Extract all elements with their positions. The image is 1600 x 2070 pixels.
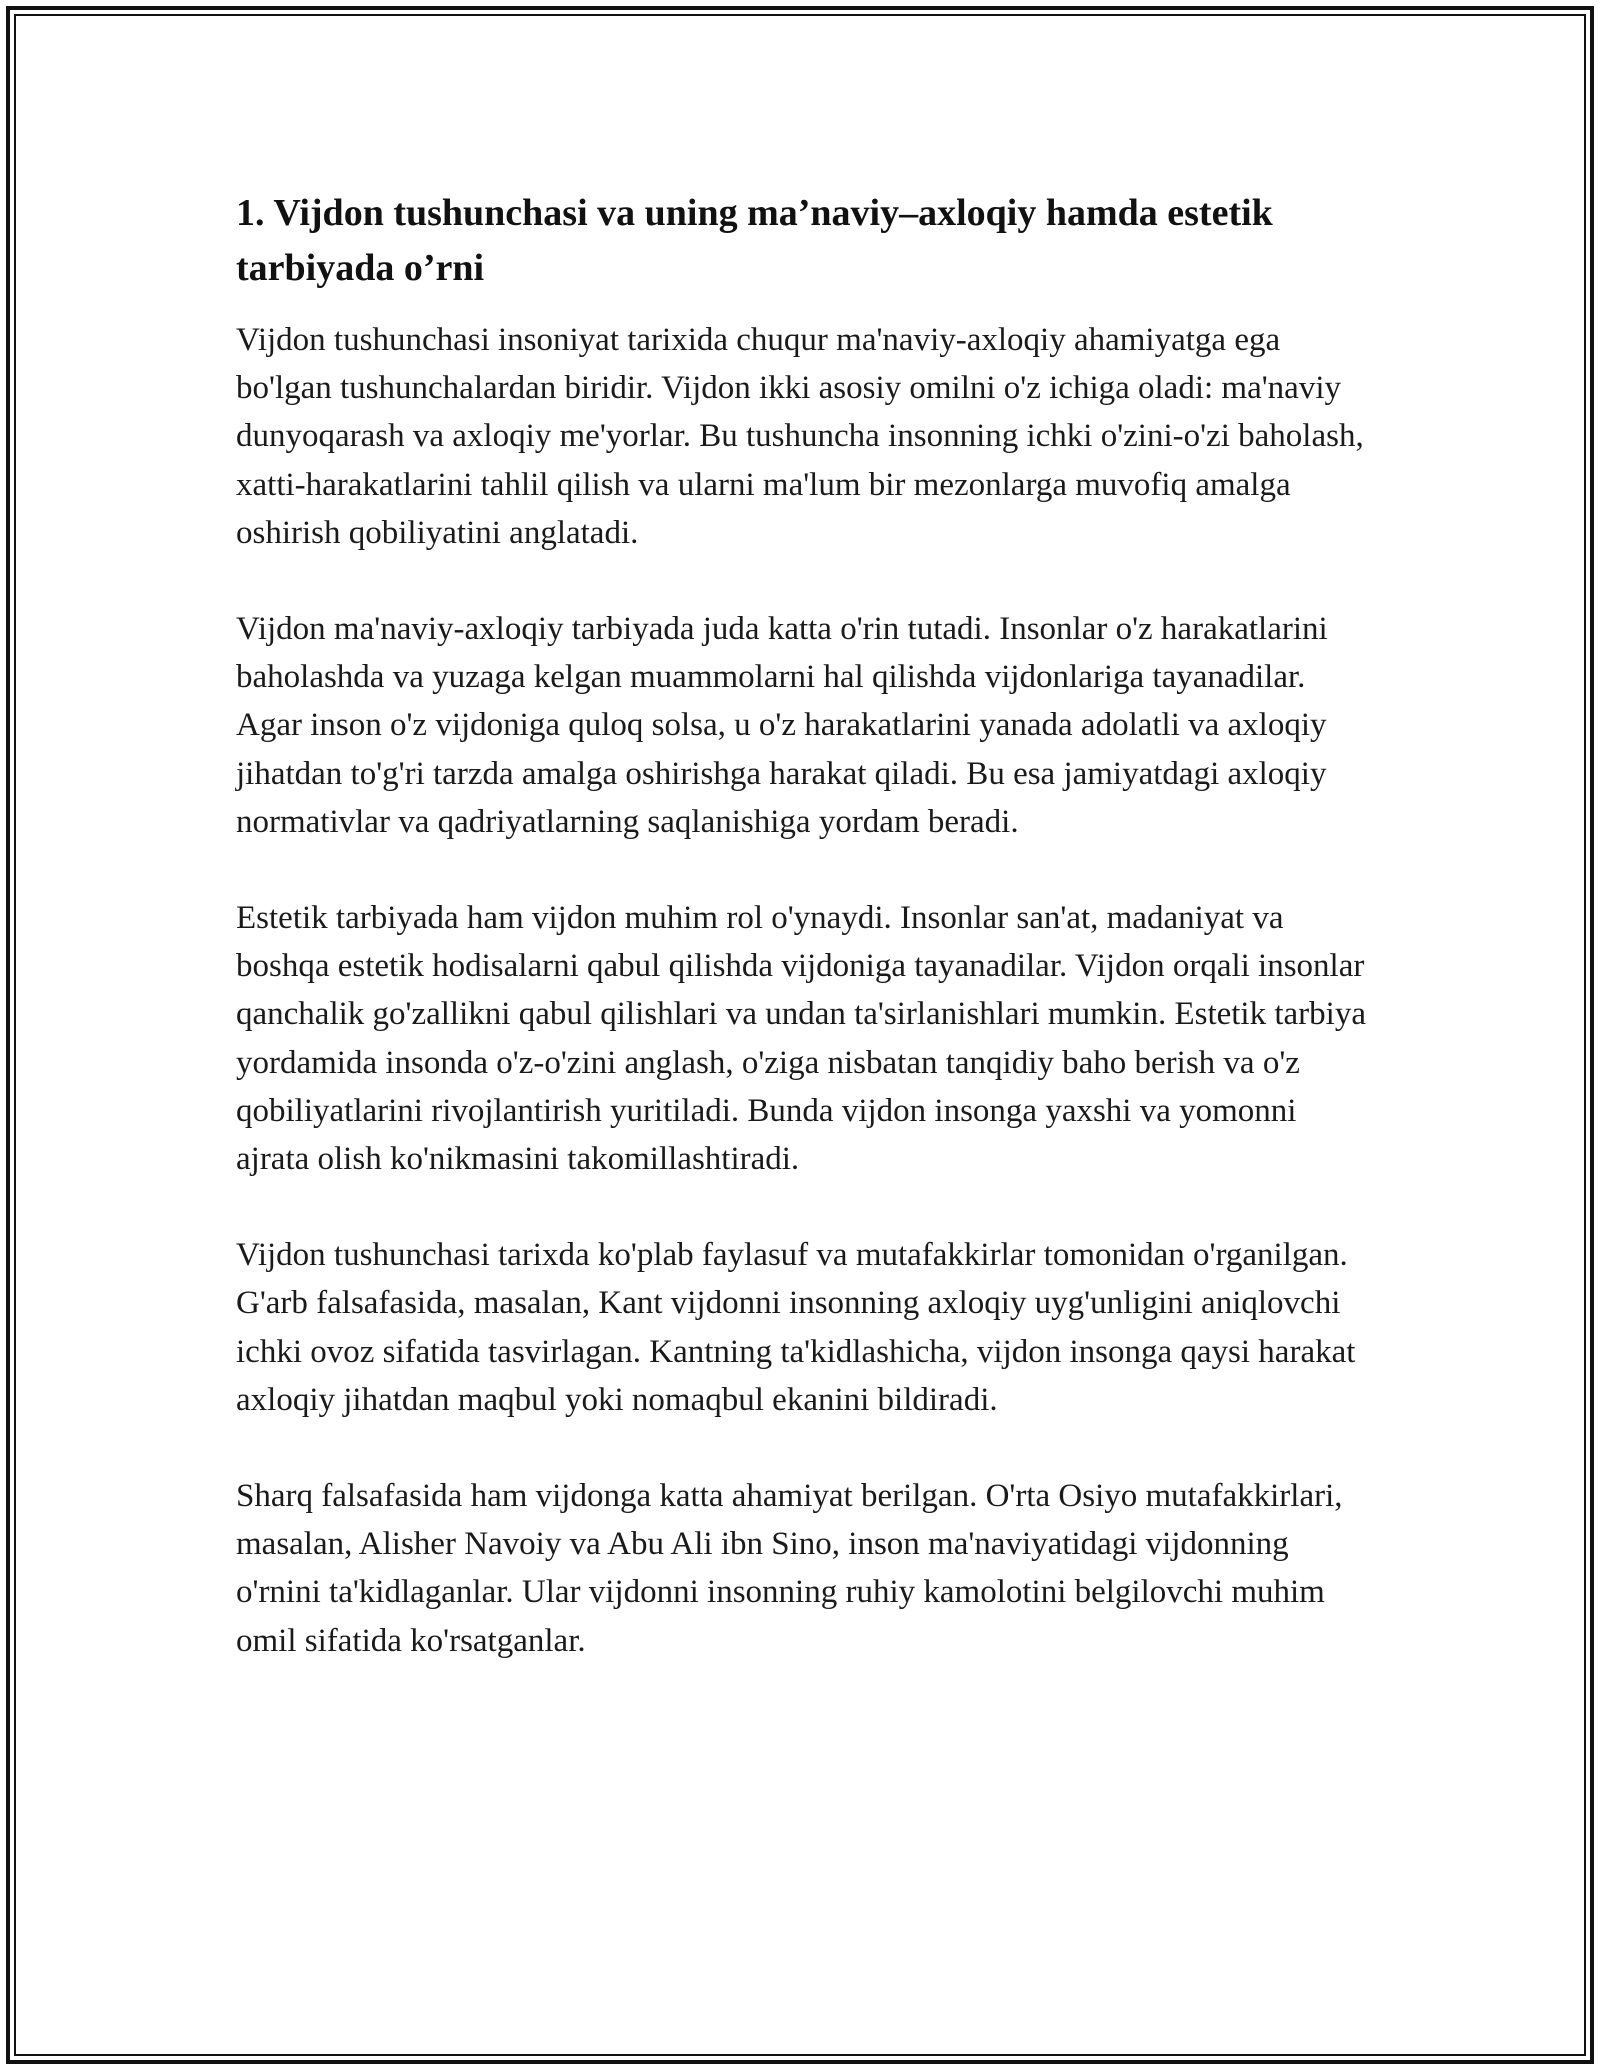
paragraph-3: Estetik tarbiyada ham vijdon muhim rol o'ynaydi. Insonlar san'at, madaniyat va boshqa estetik hodisalarni qabul qilishda vijdoniga tayanadilar. Vijdon orqali insonlar qanchalik go'zallikni qabul qilishlari va undan ta'sirlanishlari mumkin. Estetik tarbiya yordamida insonda o'z-o'zini anglash, o'ziga nisbatan tanqidiy baho berish va o'z qobiliyatlarini rivojlantirish yuritiladi. Bunda vijdon insonga yaxshi va yomonni ajrata olish ko'nikmasini takomillashtiradi.: [236, 900, 1366, 1178]
paragraph-1: Vijdon tushunchasi insoniyat tarixida chuqur ma'naviy-axloqiy ahamiyatga ega bo'lgan tushunchalardan biridir. Vijdon ikki asosiy omilni o'z ichiga oladi: ma'naviy dunyoqarash va axloqiy me'yorlar. Bu tushuncha insonning ichki o'zini-o'zi baholash, xatti-harakatlarini tahlil qilish va ularni ma'lum bir mezonlarga muvofiq amalga oshirish qobiliyatini anglatadi.: [236, 322, 1364, 551]
paragraph-2: Vijdon ma'naviy-axloqiy tarbiyada juda katta o'rin tutadi. Insonlar o'z harakatlarini baholashda va yuzaga kelgan muammolarni hal qilishda vijdonlariga tayanadilar. Agar inson o'z vijdoniga quloq solsa, u o'z harakatlarini yanada adolatli va axloqiy jihatdan to'g'ri tarzda amalga oshirishga harakat qiladi. Bu esa jamiyatdagi axloqiy normativlar va qadriyatlarning saqlanishiga yordam beradi.: [236, 611, 1328, 840]
section-heading: 1. Vijdon tushunchasi va uning ma’naviy–axloqiy hamda estetik tarbiyada o’rni: [236, 192, 1273, 289]
paragraph-5: Sharq falsafasida ham vijdonga katta ahamiyat berilgan. O'rta Osiyo mutafakkirlari, masalan, Alisher Navoiy va Abu Ali ibn Sino, inson ma'naviyatidagi vijdonning o'rnini ta'kidlaganlar. Ular vijdonni insonning ruhiy kamolotini belgilovchi muhim omil sifatida ko'rsatganlar.: [236, 1478, 1343, 1659]
paragraph-4: Vijdon tushunchasi tarixda ko'plab faylasuf va mutafakkirlar tomonidan o'rganilgan. G'arb falsafasida, masalan, Kant vijdonni insonning axloqiy uyg'unligini aniqlovchi ichki ovoz sifatida tasvirlagan. Kantning ta'kidlashicha, vijdon insonga qaysi harakat axloqiy jihatdan maqbul yoki nomaqbul ekanini bildiradi.: [236, 1237, 1356, 1418]
document-body: [236, 186, 1376, 1713]
